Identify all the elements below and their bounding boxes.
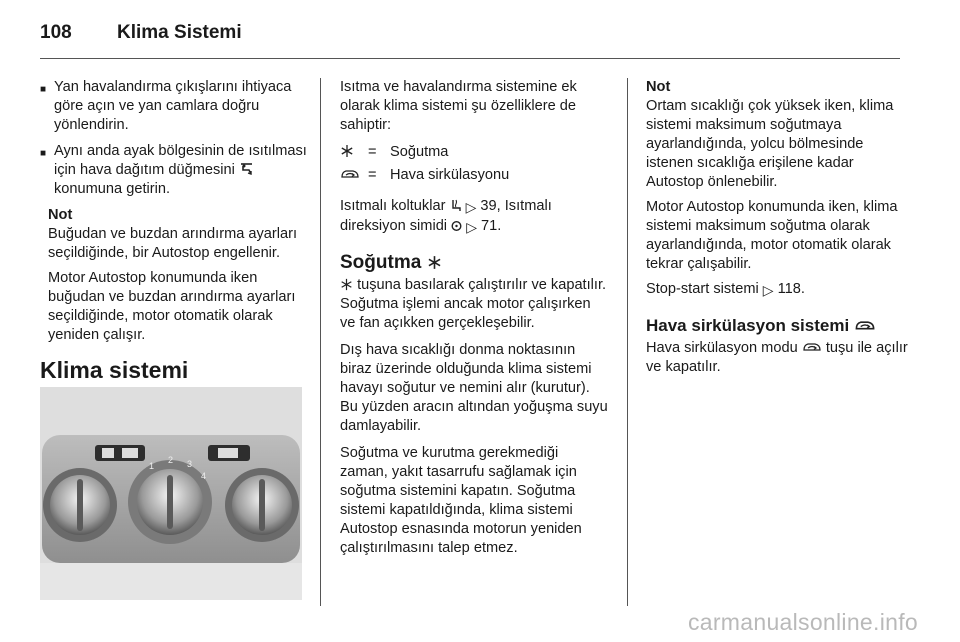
recirculation-icon bbox=[802, 341, 822, 354]
dial-number-3: 3 bbox=[187, 459, 193, 469]
recirculation-icon bbox=[854, 319, 876, 333]
note-title: Not bbox=[646, 79, 671, 95]
dial-number-4: 4 bbox=[201, 471, 207, 481]
page-reference-icon[interactable]: ▷ bbox=[465, 199, 477, 215]
recirculation-icon bbox=[340, 168, 360, 181]
section-heading: Soğutma bbox=[340, 253, 608, 272]
bullet-icon: ■ bbox=[40, 84, 47, 95]
cross-reference-text: Stop-start sistemi ▷ 118. bbox=[646, 281, 805, 298]
note-text: Motor Autostop konumunda iken, klima sistemi maksimum soğutma olarak ayarlandığında, motor otomatik olarak tekrar çalışabilir. bbox=[646, 199, 898, 272]
body-text: Soğutma ve kurutma gerekmediği zaman, yakıt tasarrufu sağlamak için soğutma sistemini kapatın. Soğutma sistemi kapatıldığında, klima sistemi Autostop esnasında motorun yeniden çalıştırılmasını talep etmez. bbox=[340, 445, 582, 556]
heated-seat-icon bbox=[450, 199, 462, 212]
page-reference-icon[interactable]: ▷ bbox=[762, 282, 774, 298]
body-text: Dış hava sıcaklığı donma noktasının biraz üzerinde olduğunda klima sistemi havayı soğutur ve nemini alır (kurutur). Bu yüzden aracın altından yoğuşma suyu damlayabilir. bbox=[340, 342, 608, 434]
list-item: ■ Aynı anda ayak bölgesinin de ısıtılması için hava dağıtım düğmesini konumuna getirin. bbox=[40, 143, 307, 197]
climate-panel-image bbox=[40, 387, 302, 600]
watermark: carmanualsonline.info bbox=[687, 609, 918, 635]
heated-steering-wheel-icon bbox=[451, 220, 462, 232]
intro-text: Isıtma ve havalandırma sistemine ek olarak klima sistemi şu özelliklere de sahiptir: bbox=[340, 79, 577, 133]
note-title: Not bbox=[48, 207, 73, 223]
section-heading: Hava sirkülasyon sistemi bbox=[646, 316, 914, 335]
note-text: Ortam sıcaklığı çok yüksek iken, klima sistemi maksimum soğutmaya ayarlandığında, yolcu bölmesinde istenen sıcaklığa erişilene kadar Autostop önlenebilir. bbox=[646, 98, 894, 190]
column-middle bbox=[340, 78, 608, 566]
page-title: Klima Sistemi bbox=[117, 22, 242, 43]
column-divider bbox=[627, 78, 628, 606]
footwell-windscreen-icon bbox=[239, 162, 254, 176]
cross-reference-text: Isıtmalı koltuklar ▷ 39, Isıtmalı direksiyon simidi ▷ 71. bbox=[340, 198, 552, 235]
snowflake-icon bbox=[427, 255, 442, 270]
note-text: Buğudan ve buzdan arındırma ayarları seçildiğinde, bir Autostop engellenir. bbox=[48, 226, 298, 261]
column-left bbox=[40, 78, 308, 390]
snowflake-icon bbox=[340, 144, 354, 158]
page-number: 108 bbox=[40, 22, 72, 43]
column-right bbox=[646, 78, 914, 385]
note-text: Motor Autostop konumunda iken buğudan ve buzdan arındırma ayarları seçildiğinde, motor otomatik olarak yeniden çalışır. bbox=[48, 270, 296, 343]
list-item: ■ Yan havalandırma çıkışlarını ihtiyaca göre açın ve yan camlara doğru yönlendirin. bbox=[40, 79, 292, 133]
dial-number-1: 1 bbox=[149, 461, 155, 471]
header-rule bbox=[40, 58, 900, 59]
bullet-icon: ■ bbox=[40, 148, 47, 159]
symbol-row-cooling: = Soğutma bbox=[340, 143, 608, 162]
column-divider bbox=[320, 78, 321, 606]
dial-number-2: 2 bbox=[168, 455, 174, 465]
body-text: Hava sirkülasyon modu tuşu ile açılır ve kapatılır. bbox=[646, 340, 908, 375]
page-header bbox=[40, 22, 242, 52]
body-text: tuşuna basılarak çalıştırılır ve kapatılır. Soğutma işlemi ancak motor çalışırken ve fan açıkken gerçekleşebilir. bbox=[340, 277, 607, 331]
symbol-row-recirculation: = Hava sirkülasyonu bbox=[340, 166, 608, 185]
snowflake-icon bbox=[340, 278, 353, 291]
page-reference-icon[interactable]: ▷ bbox=[466, 219, 477, 235]
section-heading: Klima sistemi bbox=[40, 357, 189, 383]
